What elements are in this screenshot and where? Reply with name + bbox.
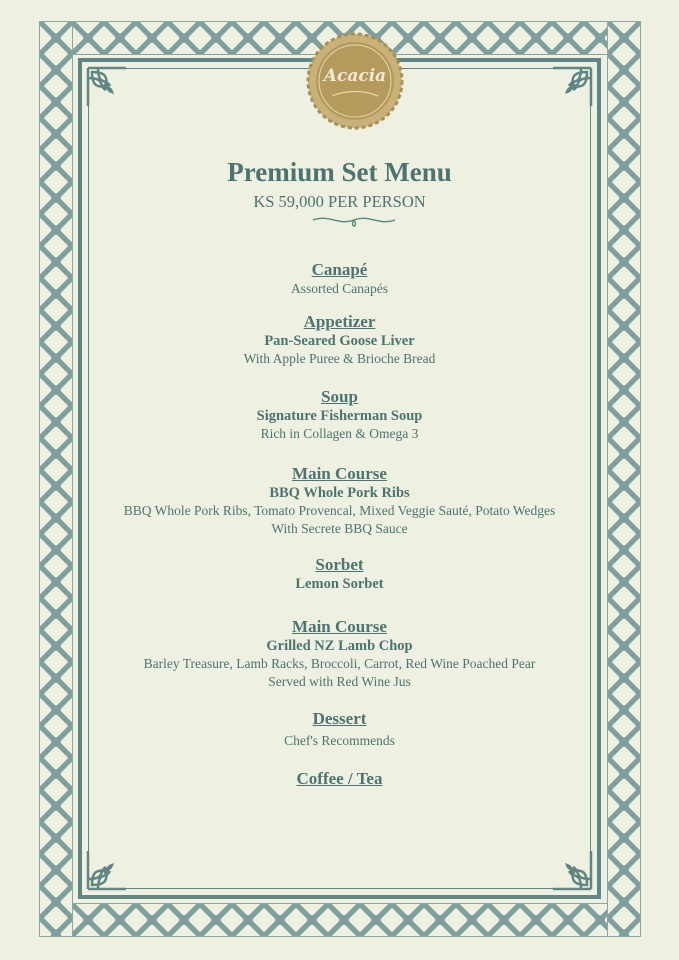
course-dish: Signature Fisherman Soup xyxy=(256,408,423,424)
course-heading: Canapé xyxy=(311,260,368,279)
course-description: Chef's Recommends xyxy=(284,733,395,748)
course-main-2 xyxy=(0,617,679,691)
course-dish: Grilled NZ Lamb Chop xyxy=(266,638,413,654)
flourish-icon xyxy=(309,212,399,232)
corner-ornament-icon xyxy=(533,66,593,126)
corner-ornament-icon xyxy=(533,831,593,891)
course-heading: Coffee / Tea xyxy=(296,769,383,788)
course-description: Served with Red Wine Jus xyxy=(268,674,411,689)
course-heading: Dessert xyxy=(312,709,367,728)
course-soup xyxy=(0,387,679,443)
course-dish: BBQ Whole Pork Ribs xyxy=(269,485,410,501)
course-description: Rich in Collagen & Omega 3 xyxy=(260,426,419,441)
course-heading: Sorbet xyxy=(315,555,364,574)
course-dish: Lemon Sorbet xyxy=(295,576,384,592)
course-main-1 xyxy=(0,464,679,538)
course-coffee-tea xyxy=(0,769,679,789)
course-description: With Secrete BBQ Sauce xyxy=(271,521,408,536)
course-sorbet xyxy=(0,555,679,593)
page-title: Premium Set Menu xyxy=(227,157,452,187)
course-heading: Appetizer xyxy=(303,312,376,331)
course-heading: Soup xyxy=(321,387,358,406)
course-dish: Pan-Seared Goose Liver xyxy=(264,333,415,349)
course-heading: Main Course xyxy=(292,617,387,636)
corner-ornament-icon xyxy=(86,66,146,126)
course-canape xyxy=(0,260,679,298)
course-dessert xyxy=(0,709,679,750)
price-subtitle: KS 59,000 PER PERSON xyxy=(253,192,426,211)
logo-text: Acacia xyxy=(323,66,387,86)
pattern-border-bottom xyxy=(40,904,640,936)
course-appetizer xyxy=(0,312,679,368)
course-heading: Main Course xyxy=(292,464,387,483)
course-description: Barley Treasure, Lamb Racks, Broccoli, Carrot, Red Wine Poached Pear xyxy=(143,656,536,671)
course-description: Assorted Canapés xyxy=(290,281,389,296)
course-description: BBQ Whole Pork Ribs, Tomato Provencal, Mixed Veggie Sauté, Potato Wedges xyxy=(123,503,556,518)
acacia-logo xyxy=(306,32,404,130)
corner-ornament-icon xyxy=(86,831,146,891)
course-description: With Apple Puree & Brioche Bread xyxy=(243,351,436,366)
